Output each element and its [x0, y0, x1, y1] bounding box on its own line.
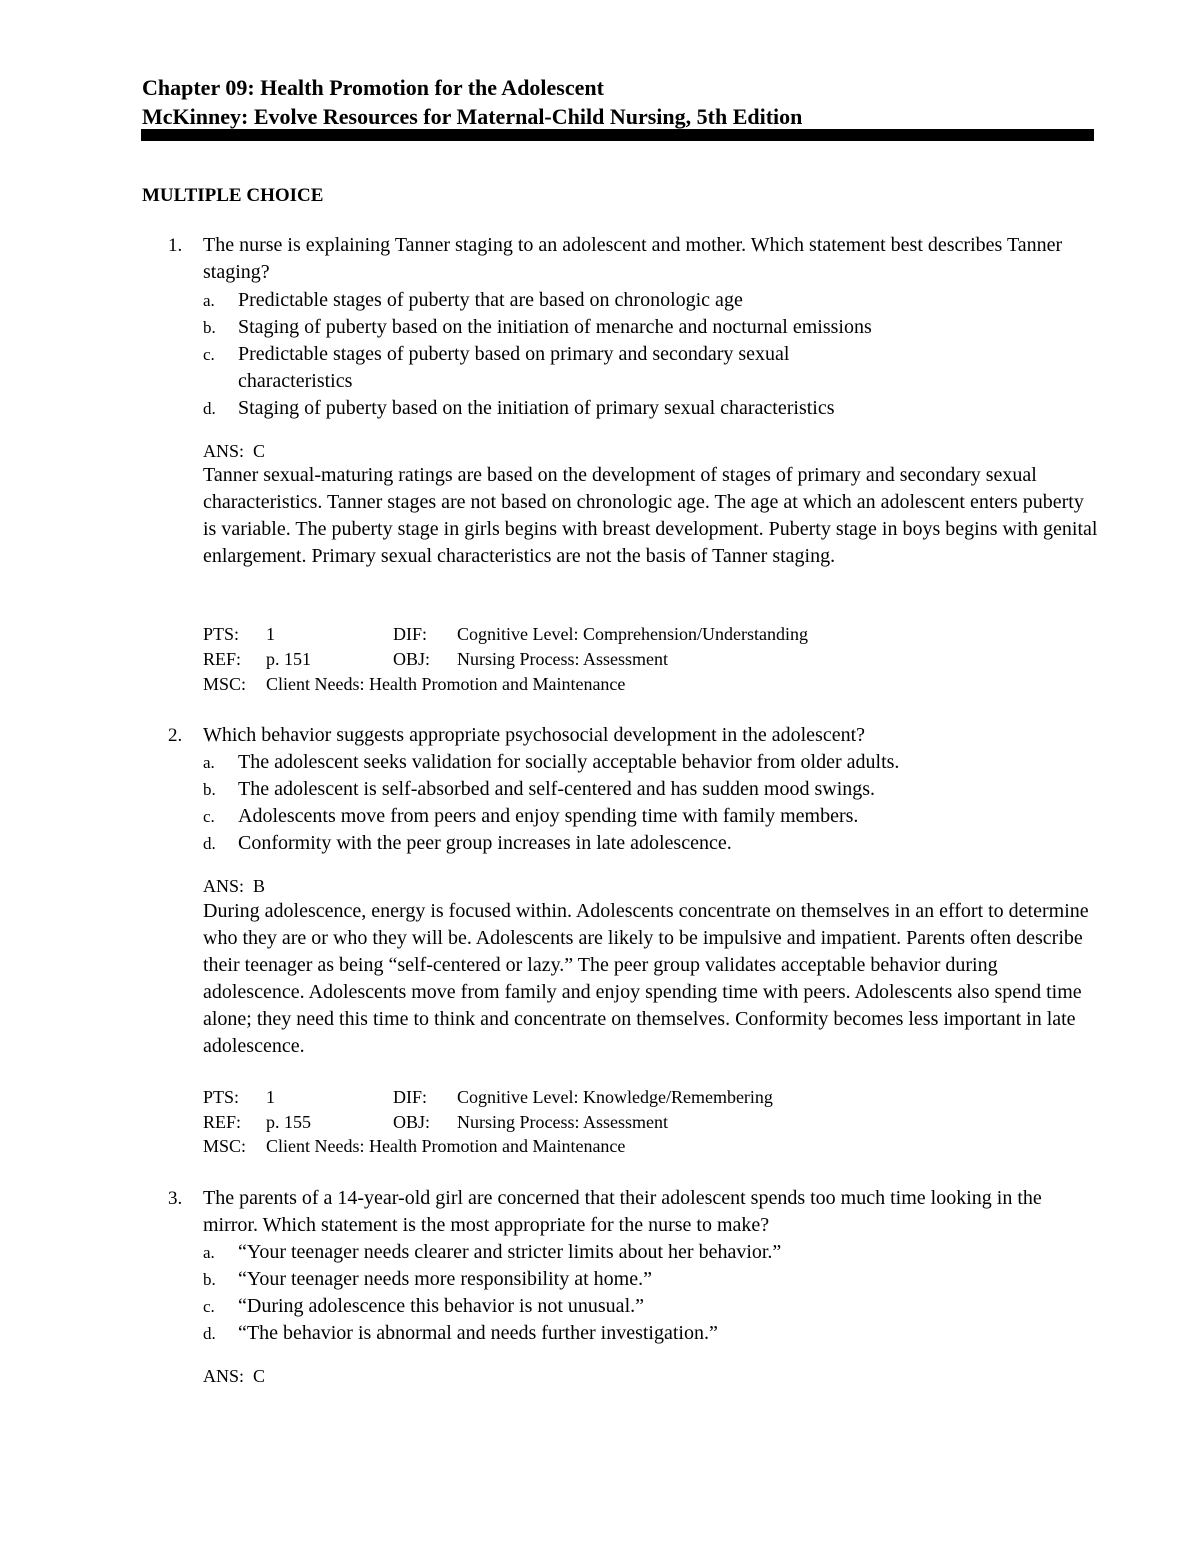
dif-label: DIF:: [393, 624, 428, 644]
ref-label: REF:: [203, 649, 242, 669]
question-number: 1.: [168, 235, 183, 256]
chapter-title: Chapter 09: Health Promotion for the Adolescent: [142, 75, 604, 100]
option-text: “The behavior is abnormal and needs further investigation.”: [238, 1322, 718, 1344]
question-stem: The nurse is explaining Tanner staging to an adolescent and mother. Which statement best describes Tanner staging?: [203, 234, 1063, 283]
answer-key: ANS: C: [203, 1366, 266, 1386]
option-letter: a.: [203, 291, 215, 310]
msc-value: Client Needs: Health Promotion and Maintenance: [266, 674, 626, 694]
option-letter: d.: [203, 399, 216, 418]
question-stem: Which behavior suggests appropriate psychosocial development in the adolescent?: [203, 724, 866, 746]
question-stem: The parents of a 14-year-old girl are concerned that their adolescent spends too much time looking in the mirror. Which statement is the most appropriate for the nurse to make?: [203, 1187, 1042, 1236]
msc-label: MSC:: [203, 1136, 247, 1156]
option-letter: d.: [203, 1324, 216, 1343]
ref-label: REF:: [203, 1112, 242, 1132]
option-text: “Your teenager needs more responsibility at home.”: [238, 1268, 652, 1290]
option-text: Adolescents move from peers and enjoy spending time with family members.: [238, 805, 859, 827]
book-title: McKinney: Evolve Resources for Maternal-Child Nursing, 5th Edition: [142, 104, 803, 129]
obj-label: OBJ:: [393, 649, 431, 669]
option-text: Conformity with the peer group increases in late adolescence.: [238, 832, 732, 854]
msc-label: MSC:: [203, 674, 247, 694]
option-text: “Your teenager needs clearer and stricter limits about her behavior.”: [238, 1241, 782, 1263]
option-text: “During adolescence this behavior is not unusual.”: [238, 1295, 644, 1317]
section-title: MULTIPLE CHOICE: [142, 185, 324, 206]
option-text: Staging of puberty based on the initiation of menarche and nocturnal emissions: [238, 316, 872, 338]
option-text: Predictable stages of puberty based on primary and secondary sexual characteristics: [238, 343, 790, 392]
pts-label: PTS:: [203, 1087, 240, 1107]
header-rule: [141, 129, 1094, 141]
answer-key: ANS: B: [203, 876, 266, 896]
option-letter: c.: [203, 807, 215, 826]
question-number: 2.: [168, 725, 183, 746]
option-letter: d.: [203, 834, 216, 853]
rationale-text: Tanner sexual-maturing ratings are based on the development of stages of primary and secondary sexual characteristics. Tanner stages are not based on chronologic age. The age at which an adolescent enters puberty is variable. The puberty stage in girls begins with breast development. Puberty stage in boys begins with genital enlargement. Primary sexual characteristics are not the basis of Tanner staging.: [203, 464, 1098, 567]
dif-value: Cognitive Level: Knowledge/Remembering: [457, 1087, 773, 1107]
msc-value: Client Needs: Health Promotion and Maintenance: [266, 1136, 626, 1156]
answer-key: ANS: C: [203, 441, 266, 461]
ref-value: p. 151: [266, 649, 311, 669]
option-letter: c.: [203, 1297, 215, 1316]
option-letter: a.: [203, 1243, 215, 1262]
option-letter: b.: [203, 1270, 216, 1289]
rationale-text: During adolescence, energy is focused within. Adolescents concentrate on themselves in an effort to determine who they are or who they will be. Adolescents are likely to be impulsive and impatient. Parents often describe their teenager as being “self-centered or lazy.” The peer group validates acceptable behavior during adolescence. Adolescents move from family and enjoy spending time with peers. Adolescents also spend time alone; they need this time to think and concentrate on themselves. Conformity becomes less important in late adolescence.: [203, 900, 1089, 1057]
option-text: The adolescent seeks validation for socially acceptable behavior from older adults.: [238, 751, 900, 773]
dif-label: DIF:: [393, 1087, 428, 1107]
option-text: Predictable stages of puberty that are based on chronologic age: [238, 289, 743, 311]
option-text: Staging of puberty based on the initiation of primary sexual characteristics: [238, 397, 835, 419]
pts-label: PTS:: [203, 624, 240, 644]
option-letter: c.: [203, 345, 215, 364]
dif-value: Cognitive Level: Comprehension/Understanding: [457, 624, 808, 644]
ref-value: p. 155: [266, 1112, 311, 1132]
obj-label: OBJ:: [393, 1112, 431, 1132]
question-number: 3.: [168, 1188, 183, 1209]
option-letter: b.: [203, 780, 216, 799]
obj-value: Nursing Process: Assessment: [457, 649, 668, 669]
pts-value: 1: [266, 1087, 275, 1107]
option-letter: a.: [203, 753, 215, 772]
pts-value: 1: [266, 624, 275, 644]
option-text: The adolescent is self-absorbed and self-centered and has sudden mood swings.: [238, 778, 876, 800]
option-letter: b.: [203, 318, 216, 337]
obj-value: Nursing Process: Assessment: [457, 1112, 668, 1132]
